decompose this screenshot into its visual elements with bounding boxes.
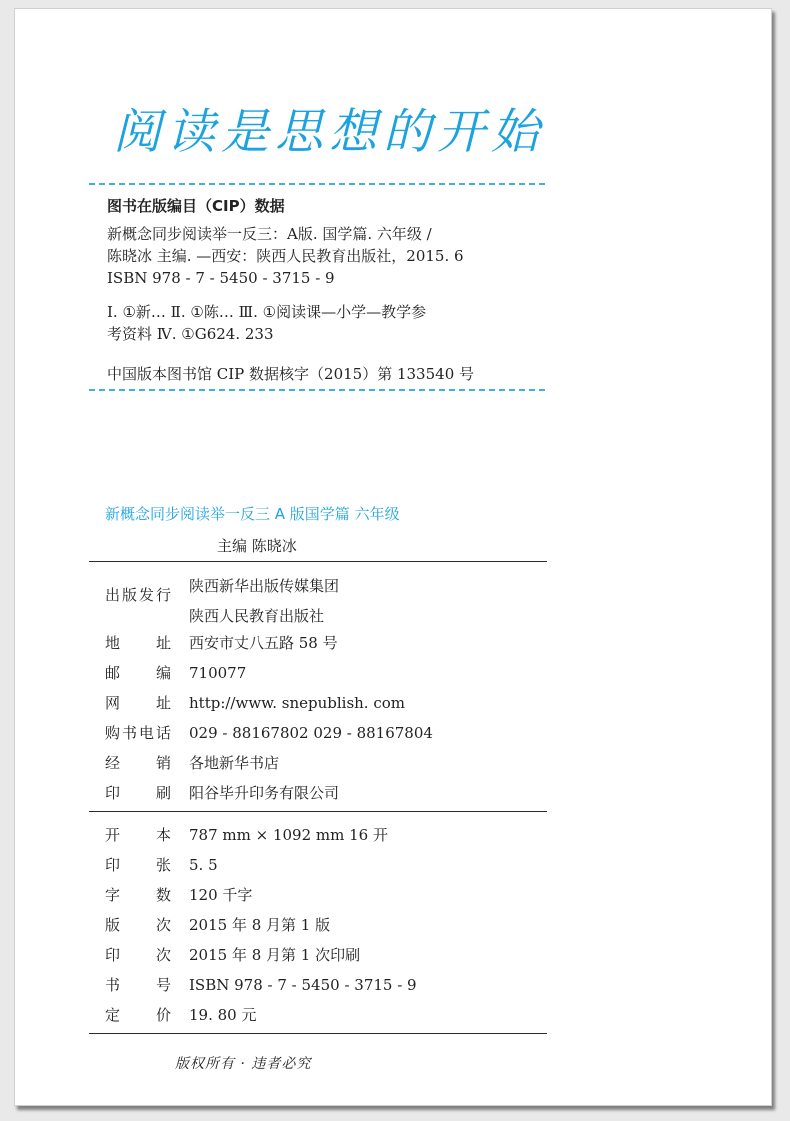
info-label: 网址 — [105, 694, 171, 712]
spec-label: 印张 — [105, 856, 171, 874]
info-value: 710077 — [189, 664, 247, 682]
cip-line: ISBN 978 - 7 - 5450 - 3715 - 9 — [107, 269, 335, 287]
book-title: 新概念同步阅读举一反三 A 版国学篇 六年级 — [105, 505, 400, 523]
cip-line: Ⅰ. ①新… Ⅱ. ①陈… Ⅲ. ①阅读课—小学—教学参 — [107, 303, 427, 321]
copyright-page — [14, 8, 772, 1106]
info-label: 经销 — [105, 754, 171, 772]
cip-line: 新概念同步阅读举一反三：A版. 国学篇. 六年级 / — [107, 225, 432, 243]
spec-value: 19. 80 元 — [189, 1006, 257, 1024]
spec-label: 字数 — [105, 886, 171, 904]
publisher-row — [105, 571, 545, 631]
slogan: 阅读是思想的开始 — [113, 104, 546, 160]
copyright-notice: 版权所有 · 违者必究 — [175, 1056, 312, 1072]
spec-value: 787 mm × 1092 mm 16 开 — [189, 826, 388, 844]
cip-line: 考资料 Ⅳ. ①G624. 233 — [107, 325, 274, 343]
cip-classification — [107, 301, 547, 345]
rule-bottom — [89, 1033, 547, 1034]
info-label: 地址 — [105, 634, 171, 652]
book-editor: 主编 陈晓冰 — [217, 537, 297, 555]
info-value: http://www. snepublish. com — [189, 694, 405, 712]
spec-label: 定价 — [105, 1006, 171, 1024]
cip-line: 陈晓冰 主编. —西安：陕西人民教育出版社，2015. 6 — [107, 247, 464, 265]
spec-value: 120 千字 — [189, 886, 253, 904]
info-value: 029 - 88167802 029 - 88167804 — [189, 724, 433, 742]
spec-label: 版次 — [105, 916, 171, 934]
publisher-name: 陕西人民教育出版社 — [189, 607, 325, 625]
spec-label: 开本 — [105, 826, 171, 844]
info-label: 邮编 — [105, 664, 171, 682]
spec-value: ISBN 978 - 7 - 5450 - 3715 - 9 — [189, 976, 417, 994]
cip-top-divider — [89, 183, 545, 185]
info-value: 西安市丈八五路 58 号 — [189, 634, 338, 652]
publisher-names — [189, 571, 339, 631]
info-value: 各地新华书店 — [189, 754, 280, 772]
cip-entry — [107, 223, 547, 289]
cip-line: 中国版本图书馆 CIP 数据核字（2015）第 133540 号 — [107, 365, 475, 383]
spec-label: 书号 — [105, 976, 171, 994]
spec-value: 2015 年 8 月第 1 次印刷 — [189, 946, 361, 964]
info-label: 购书电话 — [105, 724, 171, 742]
cip-bottom-divider — [89, 389, 545, 391]
rule-middle — [89, 811, 547, 812]
cip-title: 图书在版编目（CIP）数据 — [107, 197, 285, 215]
publisher-name: 陕西新华出版传媒集团 — [189, 577, 340, 595]
rule-top — [89, 561, 547, 562]
spec-value: 5. 5 — [189, 856, 218, 874]
spec-value: 2015 年 8 月第 1 版 — [189, 916, 331, 934]
spec-label: 印次 — [105, 946, 171, 964]
info-value: 阳谷毕升印务有限公司 — [189, 784, 340, 802]
info-label: 印刷 — [105, 784, 171, 802]
cip-number — [107, 363, 547, 385]
publisher-label: 出版发行 — [105, 586, 171, 604]
